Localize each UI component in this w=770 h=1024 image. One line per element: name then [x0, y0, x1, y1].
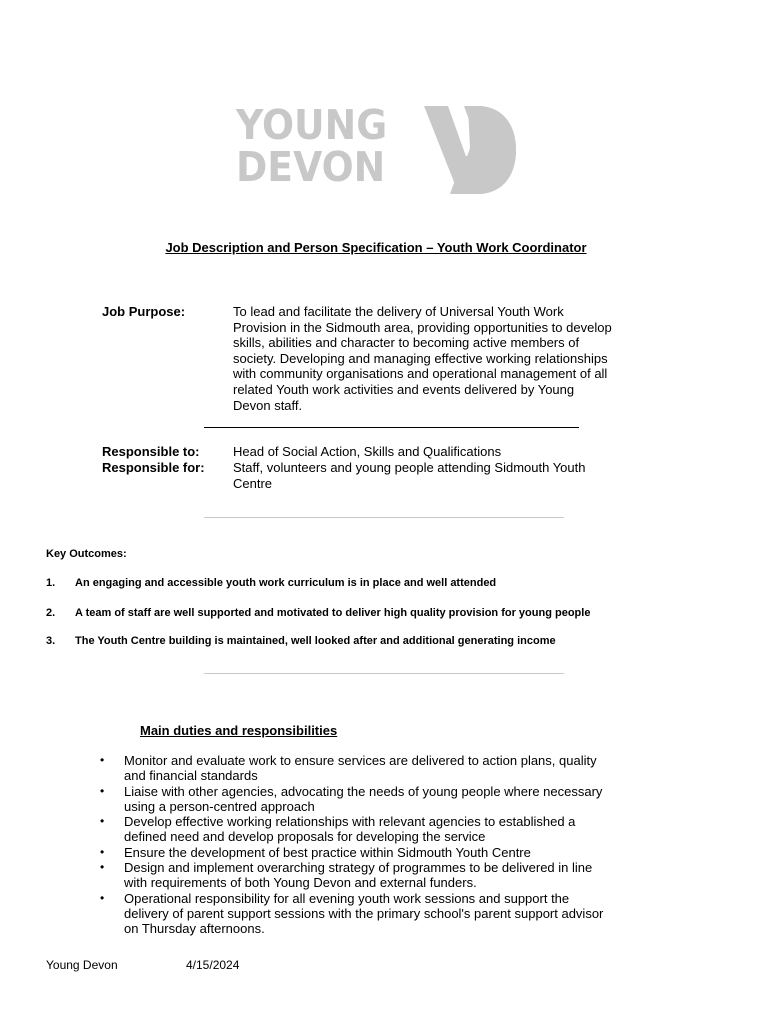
section-divider — [204, 517, 564, 518]
list-item — [100, 784, 670, 815]
list-item-line: delivery of parent support sessions with the primary school's parent support advisor — [124, 905, 604, 921]
job-purpose-label: Job Purpose: — [102, 304, 186, 319]
job-purpose-line: skills, abilities and character to becoming active members of — [233, 335, 580, 351]
responsible-to-value: Head of Social Action, Skills and Qualifications — [233, 444, 502, 459]
outcome-number: 3. — [46, 635, 56, 647]
outcome-number: 2. — [46, 607, 56, 619]
job-purpose-line: Devon staff. — [233, 397, 303, 413]
job-purpose-text — [233, 304, 673, 413]
list-item-line: with requirements of both Young Devon and external funders. — [124, 875, 477, 891]
logo-wordmark — [236, 101, 388, 191]
bullet-icon: • — [100, 890, 105, 905]
responsible-to-label: Responsible to: — [102, 444, 200, 459]
list-item-line: on Thursday afternoons. — [124, 921, 265, 937]
bullet-icon: • — [100, 860, 105, 875]
list-item — [100, 860, 670, 891]
list-item-line: Liaise with other agencies, advocating the needs of young people where necessary — [124, 783, 603, 799]
footer-date: 4/15/2024 — [186, 958, 240, 972]
job-purpose-line: with community organisations and operational management of all — [233, 366, 608, 382]
responsible-for-line: Staff, volunteers and young people attending Sidmouth Youth — [233, 460, 586, 475]
list-item-line: Develop effective working relationships with relevant agencies to established a — [124, 814, 576, 830]
list-item-line: Design and implement overarching strategy of programmes to be delivered in line — [124, 860, 593, 876]
responsible-for-value — [233, 460, 673, 491]
job-purpose-line: related Youth work activities and events delivered by Young — [233, 381, 575, 397]
bullet-icon: • — [100, 783, 105, 798]
key-outcomes-heading: Key Outcomes: — [46, 548, 127, 560]
logo-line-2: DEVON — [236, 143, 386, 191]
job-purpose-line: society. Developing and managing effective working relationships — [233, 350, 608, 366]
responsible-for-label: Responsible for: — [102, 460, 205, 475]
job-purpose-line: To lead and facilitate the delivery of Universal Youth Work — [233, 304, 564, 319]
outcome-number: 1. — [46, 577, 56, 589]
footer-org: Young Devon — [46, 958, 118, 972]
list-item — [100, 814, 670, 845]
list-item — [100, 753, 670, 784]
responsible-for-line: Centre — [233, 475, 273, 491]
logo-mark-icon — [424, 104, 518, 196]
page-title: Job Description and Person Specification – Youth Work Coordinator — [165, 240, 587, 255]
section-divider — [204, 673, 564, 674]
list-item-line: Operational responsibility for all evening youth work sessions and support the — [124, 890, 570, 906]
list-item-line: using a person-centred approach — [124, 798, 315, 814]
job-purpose-line: Provision in the Sidmouth area, providing opportunities to develop — [233, 319, 612, 335]
bullet-icon: • — [100, 753, 105, 767]
list-item-line: Monitor and evaluate work to ensure services are delivered to action plans, quality — [124, 753, 597, 768]
list-item — [100, 845, 670, 860]
duties-heading: Main duties and responsibilities — [140, 723, 338, 738]
outcome-text: An engaging and accessible youth work curriculum is in place and well attended — [75, 577, 497, 589]
list-item — [100, 891, 670, 937]
section-divider — [204, 427, 579, 428]
logo-line-1: YOUNG — [236, 101, 388, 149]
outcome-text: The Youth Centre building is maintained, well looked after and additional generating income — [75, 635, 556, 647]
outcome-text: A team of staff are well supported and motivated to deliver high quality provision for young people — [75, 607, 591, 619]
bullet-icon: • — [100, 814, 105, 829]
duties-list — [100, 753, 670, 937]
bullet-icon: • — [100, 844, 105, 859]
list-item-line: defined need and develop proposals for developing the service — [124, 829, 486, 845]
list-item-line: and financial standards — [124, 768, 258, 784]
list-item-line: Ensure the development of best practice within Sidmouth Youth Centre — [124, 844, 531, 860]
